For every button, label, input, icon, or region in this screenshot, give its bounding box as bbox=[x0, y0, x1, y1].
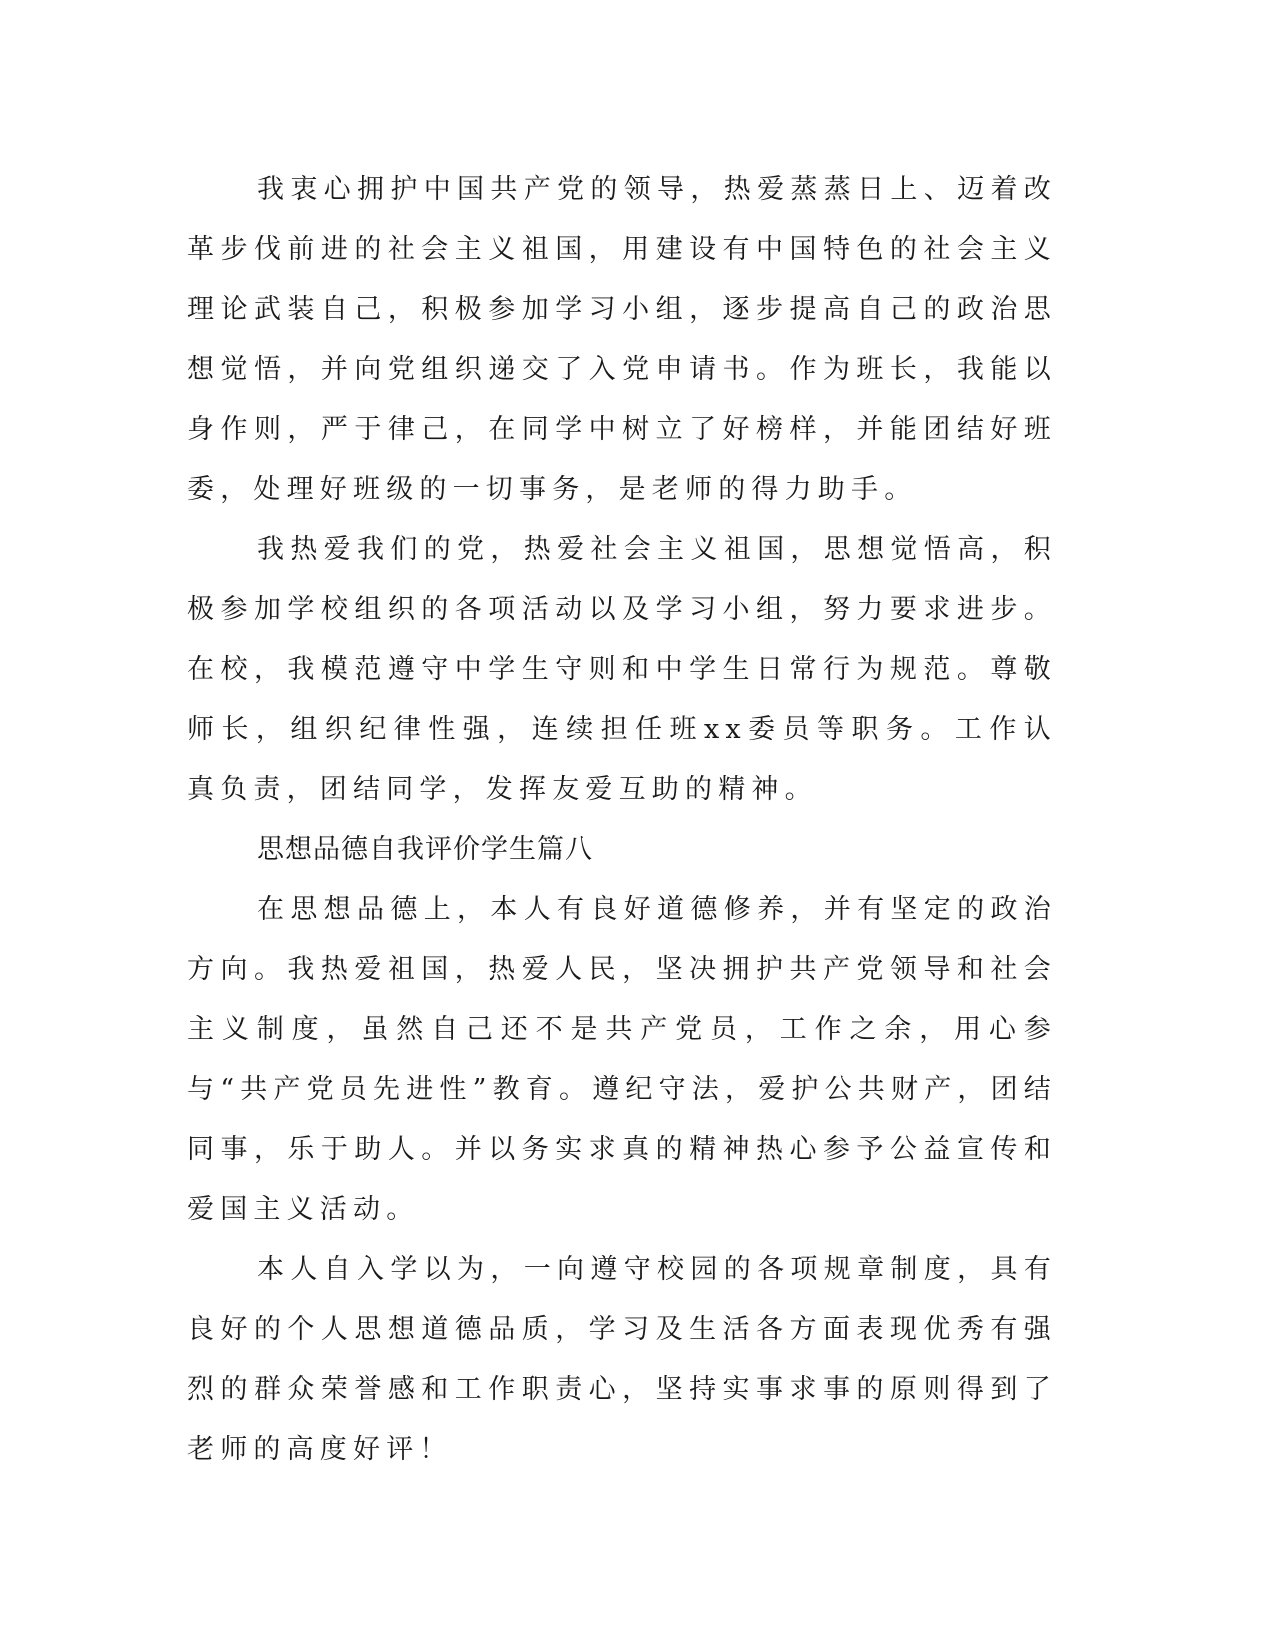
document-body bbox=[187, 160, 1057, 1480]
paragraph-1: 我衷心拥护中国共产党的领导，热爱蒸蒸日上、迈着改革步伐前进的社会主义祖国，用建设有中国特色的社会主义理论武装自己，积极参加学习小组，逐步提高自己的政治思想觉悟，并向党组织递交了入党申请书。作为班长，我能以身作则，严于律己，在同学中树立了好榜样，并能团结好班委，处理好班级的一切事务，是老师的得力助手。 bbox=[187, 174, 1057, 505]
paragraph-2: 我热爱我们的党，热爱社会主义祖国，思想觉悟高，积极参加学校组织的各项活动以及学习小组，努力要求进步。在校，我模范遵守中学生守则和中学生日常行为规范。尊敬师长，组织纪律性强，连续担任班xx委员等职务。工作认真负责，团结同学，发挥友爱互助的精神。 bbox=[187, 534, 1057, 805]
paragraph-3: 在思想品德上，本人有良好道德修养，并有坚定的政治方向。我热爱祖国，热爱人民，坚决拥护共产党领导和社会主义制度，虽然自己还不是共产党员，工作之余，用心参与“共产党员先进性”教育。遵纪守法，爱护公共财产，团结同事，乐于助人。并以务实求真的精神热心参予公益宣传和爱国主义活动。 bbox=[187, 894, 1058, 1225]
paragraph-4: 本人自入学以为，一向遵守校园的各项规章制度，具有良好的个人思想道德品质，学习及生活各方面表现优秀有强烈的群众荣誉感和工作职责心，坚持实事求事的原则得到了老师的高度好评！ bbox=[187, 1254, 1057, 1465]
section-heading: 思想品德自我评价学生篇八 bbox=[257, 834, 593, 865]
